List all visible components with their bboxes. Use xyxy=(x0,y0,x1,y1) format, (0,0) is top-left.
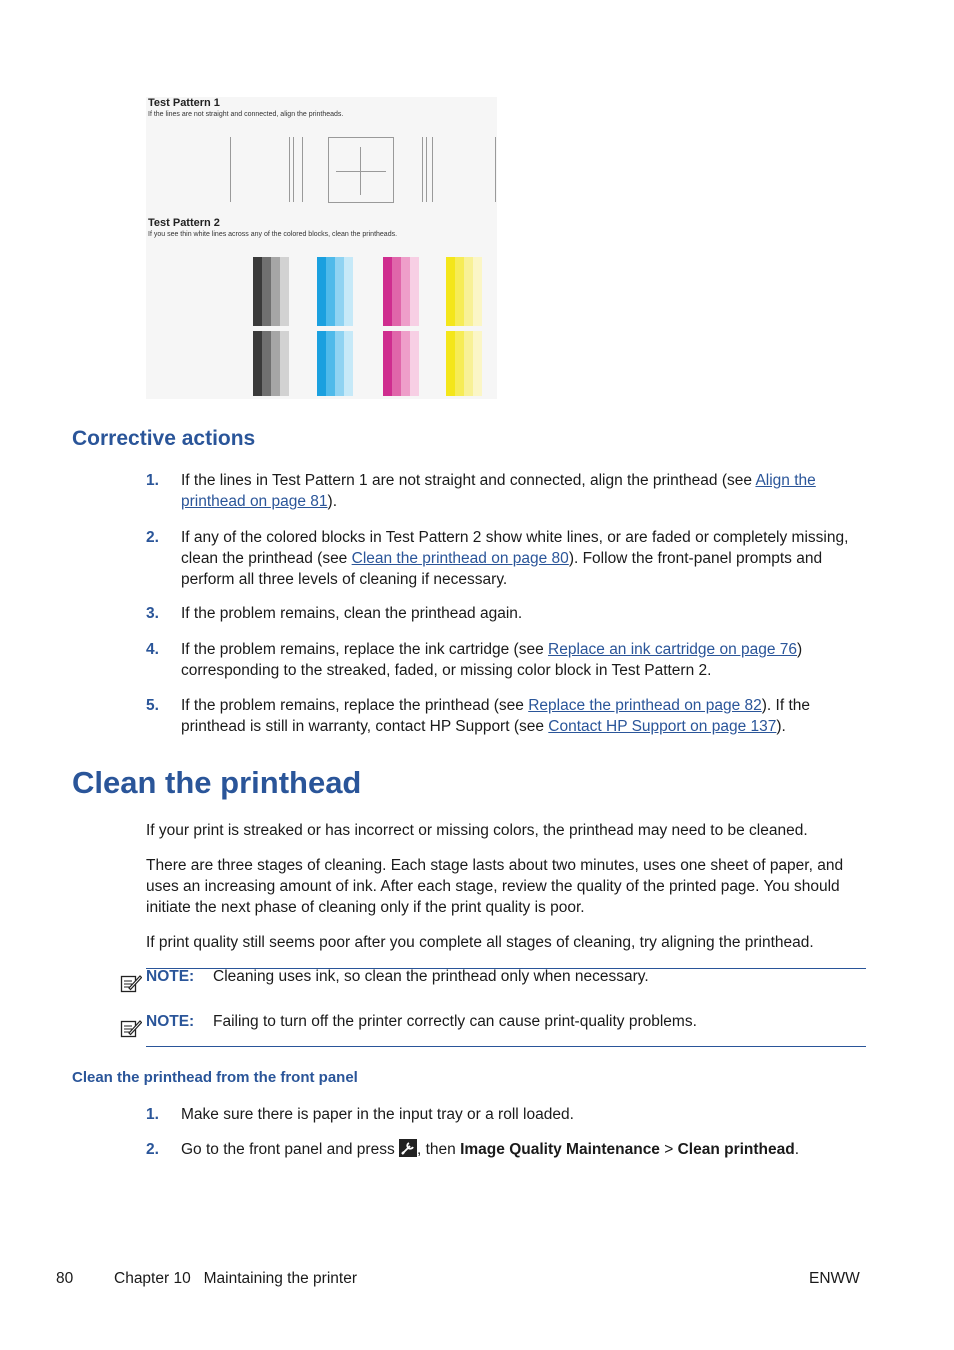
note-1-text: Cleaning uses ink, so clean the printhead only when necessary. xyxy=(213,968,649,985)
pattern-line xyxy=(422,137,423,202)
replace-printhead-link[interactable]: Replace the printhead on page 82 xyxy=(528,697,762,714)
yellow-stripe xyxy=(455,331,464,396)
yellow-stripe xyxy=(473,331,482,396)
step-number: 1. xyxy=(146,1106,159,1123)
pattern-box xyxy=(328,137,394,203)
pattern-line xyxy=(302,137,303,202)
test-pattern-2-title: Test Pattern 2 xyxy=(148,217,220,229)
step-text: Make sure there is paper in the input tray or a roll loaded. xyxy=(181,1106,574,1123)
pattern-line xyxy=(432,137,433,202)
test-pattern-image xyxy=(146,97,497,399)
cyan-stripe xyxy=(344,257,353,326)
note-2-label: NOTE: xyxy=(146,1013,195,1030)
black-stripe xyxy=(262,331,271,396)
yellow-stripe xyxy=(464,257,473,326)
step-text: If the problem remains, replace the ink cartridge (see Replace an ink cartridge on page 76) corresponding to the streaked, faded, or missing color block in Test Pattern 2. xyxy=(181,641,803,679)
cyan-stripe xyxy=(335,257,344,326)
black-stripe xyxy=(280,257,289,326)
magenta-stripe xyxy=(383,257,392,326)
step-text: If any of the colored blocks in Test Pattern 2 show white lines, or are faded or completely missing, clean the printhead (see Clean the printhead on page 80). Follow the front-panel prompts and perform all three levels of cleaning if necessary. xyxy=(181,529,849,588)
note-bottom-rule xyxy=(146,1046,866,1047)
footer-page-number: 80 xyxy=(56,1270,74,1287)
step-text: If the lines in Test Pattern 1 are not straight and connected, align the printhead (see Align the printhead on page 81). xyxy=(181,472,816,510)
step-number: 4. xyxy=(146,641,159,658)
corrective-step-2 xyxy=(146,527,866,590)
cyan-stripe xyxy=(326,331,335,396)
yellow-stripe xyxy=(464,331,473,396)
footer-chapter: Chapter 10 Maintaining the printer xyxy=(114,1270,357,1287)
yellow-stripe xyxy=(446,331,455,396)
note-1-label: NOTE: xyxy=(146,968,195,985)
black-stripe xyxy=(253,331,262,396)
front-panel-step-2 xyxy=(146,1139,866,1160)
step-text: If the problem remains, replace the printhead (see Replace the printhead on page 82). If the printhead is still in warranty, contact HP Support (see Contact HP Support on page 137). xyxy=(181,697,811,735)
pattern-line xyxy=(289,137,290,202)
cyan-stripe xyxy=(317,331,326,396)
magenta-stripe xyxy=(401,257,410,326)
step-text: Go to the front panel and press , then Image Quality Maintenance > Clean printhead. xyxy=(181,1141,800,1158)
clean-paragraph-3: If print quality still seems poor after you complete all stages of cleaning, try aligning the printhead. xyxy=(146,934,814,951)
black-stripe xyxy=(271,257,280,326)
corrective-step-1 xyxy=(146,470,866,512)
wrench-icon xyxy=(399,1139,417,1157)
pattern-line xyxy=(230,137,231,202)
replace-ink-cartridge-link[interactable]: Replace an ink cartridge on page 76 xyxy=(548,641,798,658)
note-2-text: Failing to turn off the printer correctly can cause print-quality problems. xyxy=(213,1013,697,1030)
test-pattern-1-subtitle: If the lines are not straight and connected, align the printheads. xyxy=(148,111,344,118)
cyan-stripe xyxy=(344,331,353,396)
magenta-stripe xyxy=(410,331,419,396)
note-icon xyxy=(120,1018,142,1038)
yellow-stripe xyxy=(473,257,482,326)
cyan-stripe xyxy=(326,257,335,326)
clean-paragraph-2: There are three stages of cleaning. Each stage lasts about two minutes, uses one sheet of paper, and uses an increasing amount of ink. After each stage, review the quality of the printed page. You should initiate the next phase of cleaning only if the print quality is poor. xyxy=(146,857,844,916)
yellow-stripe xyxy=(455,257,464,326)
corrective-step-4 xyxy=(146,639,866,681)
black-stripe xyxy=(253,257,262,326)
front-panel-subheading: Clean the printhead from the front panel xyxy=(72,1069,358,1086)
clean-printhead-link[interactable]: Clean the printhead on page 80 xyxy=(351,550,569,567)
corrective-step-5 xyxy=(146,695,866,737)
corrective-actions-heading: Corrective actions xyxy=(72,427,256,450)
clean-printhead-title: Clean the printhead xyxy=(72,765,362,800)
step-number: 2. xyxy=(146,1141,159,1158)
pattern-line xyxy=(426,137,427,202)
magenta-stripe xyxy=(392,331,401,396)
magenta-stripe xyxy=(383,331,392,396)
black-stripe xyxy=(262,257,271,326)
step-number: 3. xyxy=(146,605,159,622)
black-stripe xyxy=(271,331,280,396)
magenta-stripe xyxy=(410,257,419,326)
contact-hp-support-link[interactable]: Contact HP Support on page 137 xyxy=(548,718,777,735)
front-panel-step-1 xyxy=(146,1104,866,1125)
note-icon xyxy=(120,973,142,993)
align-printhead-link[interactable]: Align the printhead on page 81 xyxy=(181,472,816,510)
step-text: If the problem remains, clean the printhead again. xyxy=(181,605,523,622)
pattern-line xyxy=(495,137,496,202)
clean-paragraph-1: If your print is streaked or has incorrect or missing colors, the printhead may need to be cleaned. xyxy=(146,822,808,839)
cyan-stripe xyxy=(317,257,326,326)
pattern-cross-h xyxy=(336,171,386,172)
step-number: 5. xyxy=(146,697,159,714)
magenta-stripe xyxy=(392,257,401,326)
footer-right: ENWW xyxy=(809,1270,860,1287)
corrective-step-3 xyxy=(146,603,866,624)
pattern-line xyxy=(293,137,294,202)
cyan-stripe xyxy=(335,331,344,396)
test-pattern-1-title: Test Pattern 1 xyxy=(148,97,220,109)
magenta-stripe xyxy=(401,331,410,396)
step-number: 2. xyxy=(146,529,159,546)
step-number: 1. xyxy=(146,472,159,489)
yellow-stripe xyxy=(446,257,455,326)
black-stripe xyxy=(280,331,289,396)
test-pattern-2-subtitle: If you see thin white lines across any of the colored blocks, clean the printheads. xyxy=(148,231,398,238)
